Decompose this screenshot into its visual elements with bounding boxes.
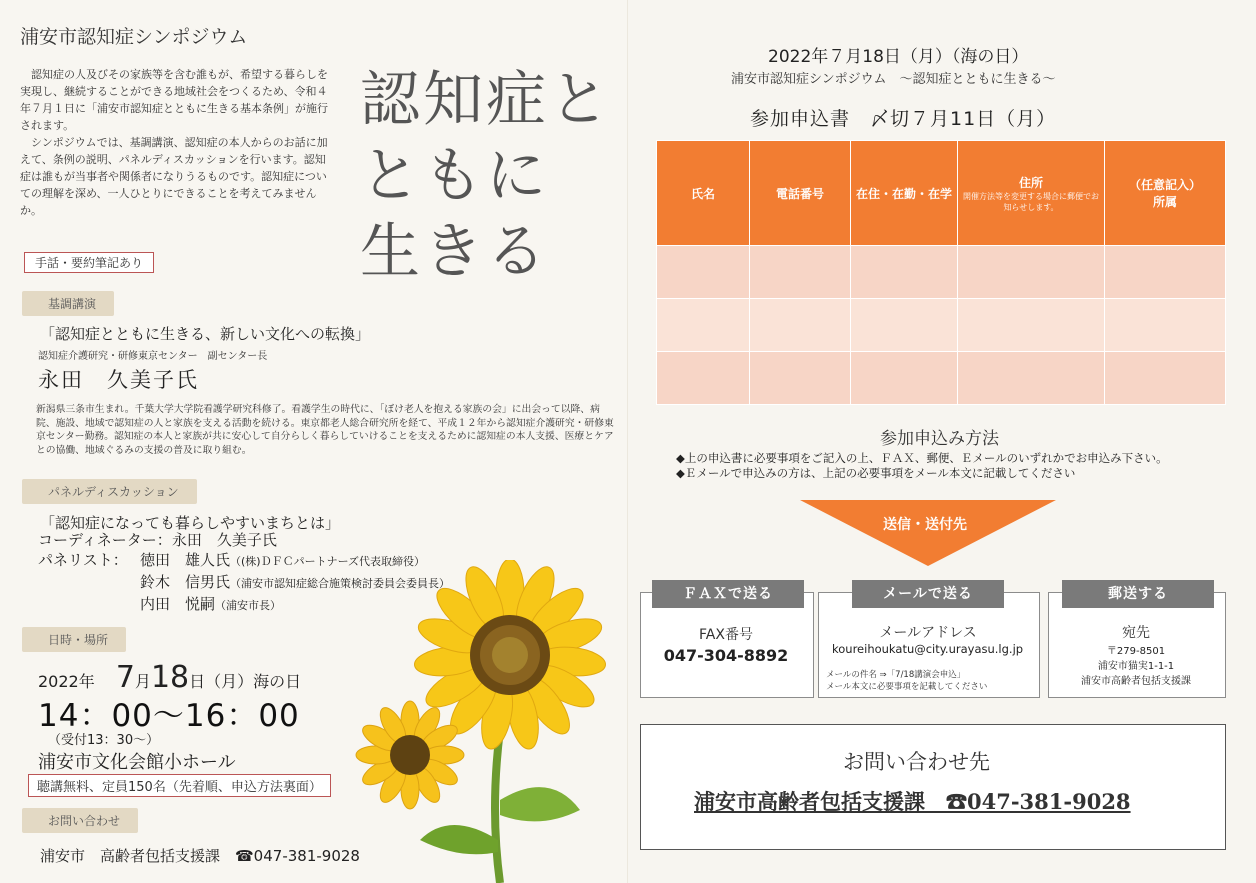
sunflower-small: [356, 701, 464, 809]
post-label: 宛先: [1122, 625, 1150, 641]
table-row: [657, 246, 1226, 299]
form-subtitle: 浦安市認知症シンポジウム ～認知症とともに生きる～: [731, 72, 1056, 87]
header-affiliation: （任意記入） 所属: [1105, 141, 1226, 246]
admission-note: 聴講無料、定員150名（先着順、申込方法裏面）: [28, 774, 331, 797]
mail-subject-note: メールの件名 ⇒「7/18講演会申込」: [826, 670, 966, 680]
post-department: 浦安市高齢者包括支援課: [1081, 676, 1191, 687]
method-instructions: [676, 451, 1168, 481]
post-heading: 郵送する: [1062, 580, 1214, 608]
form-event-date: 2022年７月18日（月）（海の日）: [768, 47, 1029, 67]
event-day-rest: 日（月）海の日: [189, 672, 302, 691]
mail-heading: メールで送る: [852, 580, 1004, 608]
intro-text: [20, 66, 332, 219]
fax-number[interactable]: 047-304-8892: [663, 646, 789, 665]
residency-cell[interactable]: [851, 246, 958, 299]
table-row: [657, 299, 1226, 352]
intro-paragraph-2: シンポジウムでは、基調講演、認知症の本人からのお話に加えて、条例の説明、パネルディスカッションを行います。認知症は誰もが当事者や関係者になりうるものです。認知症についての理解を深め、一人ひとりにできることを考えてみませんか。: [20, 136, 328, 217]
panelist-name: 徳田 雄人氏: [140, 551, 231, 569]
header-address: 住所 開催方法等を変更する場合に郵便でお知らせします。: [958, 141, 1105, 246]
headline-line-2: ともに: [360, 141, 549, 211]
affiliation-cell[interactable]: [1105, 299, 1226, 352]
address-cell[interactable]: [958, 246, 1105, 299]
panelist-affiliation: （(株)ＤＦＣパートナーズ代表取締役）: [230, 555, 426, 568]
reception-time: （受付13：30～）: [48, 733, 160, 748]
post-address: 浦安市猫実1-1-1: [1097, 661, 1175, 672]
speaker-bio: 新潟県三条市生まれ。千葉大学大学院看護学研究科修了。看護学生の時代に、「ぼけ老人を抱える家族の会」に出会って以降、病院、施設、地域で認知症の人と家族を支える活動を続ける。東京都老人総合研究所を経て、平成１２年から認知症介護研究・研修東京センター勤務。認知症の本人と家族が共に安心して自分らしく暮らしていけることを支えるために認知症の本人支援、医療とケアとの協働、地域ぐるみの支援の普及に取り組む。: [36, 404, 614, 456]
name-cell[interactable]: [657, 299, 750, 352]
inquiry-title: お問い合わせ先: [843, 750, 990, 774]
panelist-affiliation: （浦安市長）: [215, 599, 282, 612]
table-header-row: [657, 141, 1226, 246]
panelist-name: 鈴木 信男氏: [140, 573, 231, 591]
mail-address[interactable]: koureihoukatu@city.urayasu.lg.jp: [832, 642, 1024, 656]
header-phone: 電話番号: [750, 141, 851, 246]
speaker-name: 永田 久美子氏: [38, 368, 199, 392]
method-line-1: ◆上の申込書に必要事項をご記入の上、ＦＡＸ、郵便、Ｅメールのいずれかでお申込み下さい。: [676, 451, 1168, 465]
coordinator-name: 永田 久美子氏: [171, 531, 277, 549]
venue: 浦安市文化会館小ホール: [38, 752, 236, 773]
intro-paragraph-1: 認知症の人及びその家族等を含む誰もが、希望する暮らしを実現し、継続することができる地域社会をつくるため、令和４年７月１日に「浦安市認知症とともに生きる基本条例」が施行されます。: [20, 68, 328, 132]
residency-cell[interactable]: [851, 352, 958, 405]
method-line-2: ◆Ｅメールで申込みの方は、上記の必要事項をメール本文に記載してください: [676, 466, 1076, 480]
affiliation-cell[interactable]: [1105, 352, 1226, 405]
application-form-title: 参加申込書 〆切７月11日（月）: [750, 108, 1057, 130]
event-time: 14：00～16：00: [38, 698, 300, 734]
headline-line-1: 認知症と: [360, 65, 612, 135]
fax-heading: ＦＡＸで送る: [652, 580, 804, 608]
inquiry-contact[interactable]: 浦安市高齢者包括支援課 ☎047-381-9028: [694, 789, 1131, 814]
coordinator-label: コーディネーター：: [38, 531, 172, 549]
send-arrow-label: 送信・送付先: [883, 517, 967, 533]
post-zip: 〒279-8501: [1106, 646, 1166, 657]
sunflower-illustration: [350, 560, 630, 883]
contact-tag: お問い合わせ: [22, 808, 138, 833]
application-table: [656, 140, 1226, 405]
mail-label: メールアドレス: [879, 625, 977, 641]
phone-cell[interactable]: [750, 246, 851, 299]
phone-cell[interactable]: [750, 299, 851, 352]
sign-language-note: 手話・要約筆記あり: [24, 252, 154, 273]
main-headline: [360, 62, 612, 290]
panel-title: 「認知症になっても暮らしやすいまちとは」: [40, 514, 341, 532]
symposium-title: 浦安市認知症シンポジウム: [20, 26, 248, 48]
name-cell[interactable]: [657, 352, 750, 405]
header-name: 氏名: [657, 141, 750, 246]
contact-line: 浦安市 高齢者包括支援課 ☎047-381-9028: [40, 847, 360, 865]
address-cell[interactable]: [958, 352, 1105, 405]
speaker-role: 認知症介護研究・研修東京センター 副センター長: [38, 351, 268, 362]
phone-cell[interactable]: [750, 352, 851, 405]
method-title: 参加申込み方法: [880, 429, 999, 449]
panelist-label: パネリスト：: [38, 551, 128, 569]
address-cell[interactable]: [958, 299, 1105, 352]
residency-cell[interactable]: [851, 299, 958, 352]
schedule-tag: 日時・場所: [22, 627, 126, 652]
event-day: 18: [150, 660, 190, 695]
event-year: 2022年: [38, 672, 95, 691]
right-panel: [628, 0, 1256, 883]
keynote-title: 「認知症とともに生きる、新しい文化への転換」: [40, 325, 371, 343]
sunflower-large: [413, 560, 607, 752]
event-month-unit: 月: [134, 672, 151, 691]
panel-tag: パネルディスカッション: [22, 479, 197, 504]
fax-label: FAX番号: [699, 627, 753, 643]
event-month: 7: [115, 660, 135, 695]
affiliation-cell[interactable]: [1105, 246, 1226, 299]
table-row: [657, 352, 1226, 405]
headline-line-3: 生きる: [360, 217, 549, 287]
coordinator-line: [38, 530, 450, 550]
panelist-affiliation: （浦安市認知症総合施策検討委員会委員長）: [230, 577, 451, 590]
keynote-tag: 基調講演: [22, 291, 114, 316]
mail-body-note: メール本文に必要事項を記載してください: [826, 682, 988, 692]
name-cell[interactable]: [657, 246, 750, 299]
panelist-name: 内田 悦嗣: [140, 595, 216, 613]
header-residency: 在住・在勤・在学: [851, 141, 958, 246]
